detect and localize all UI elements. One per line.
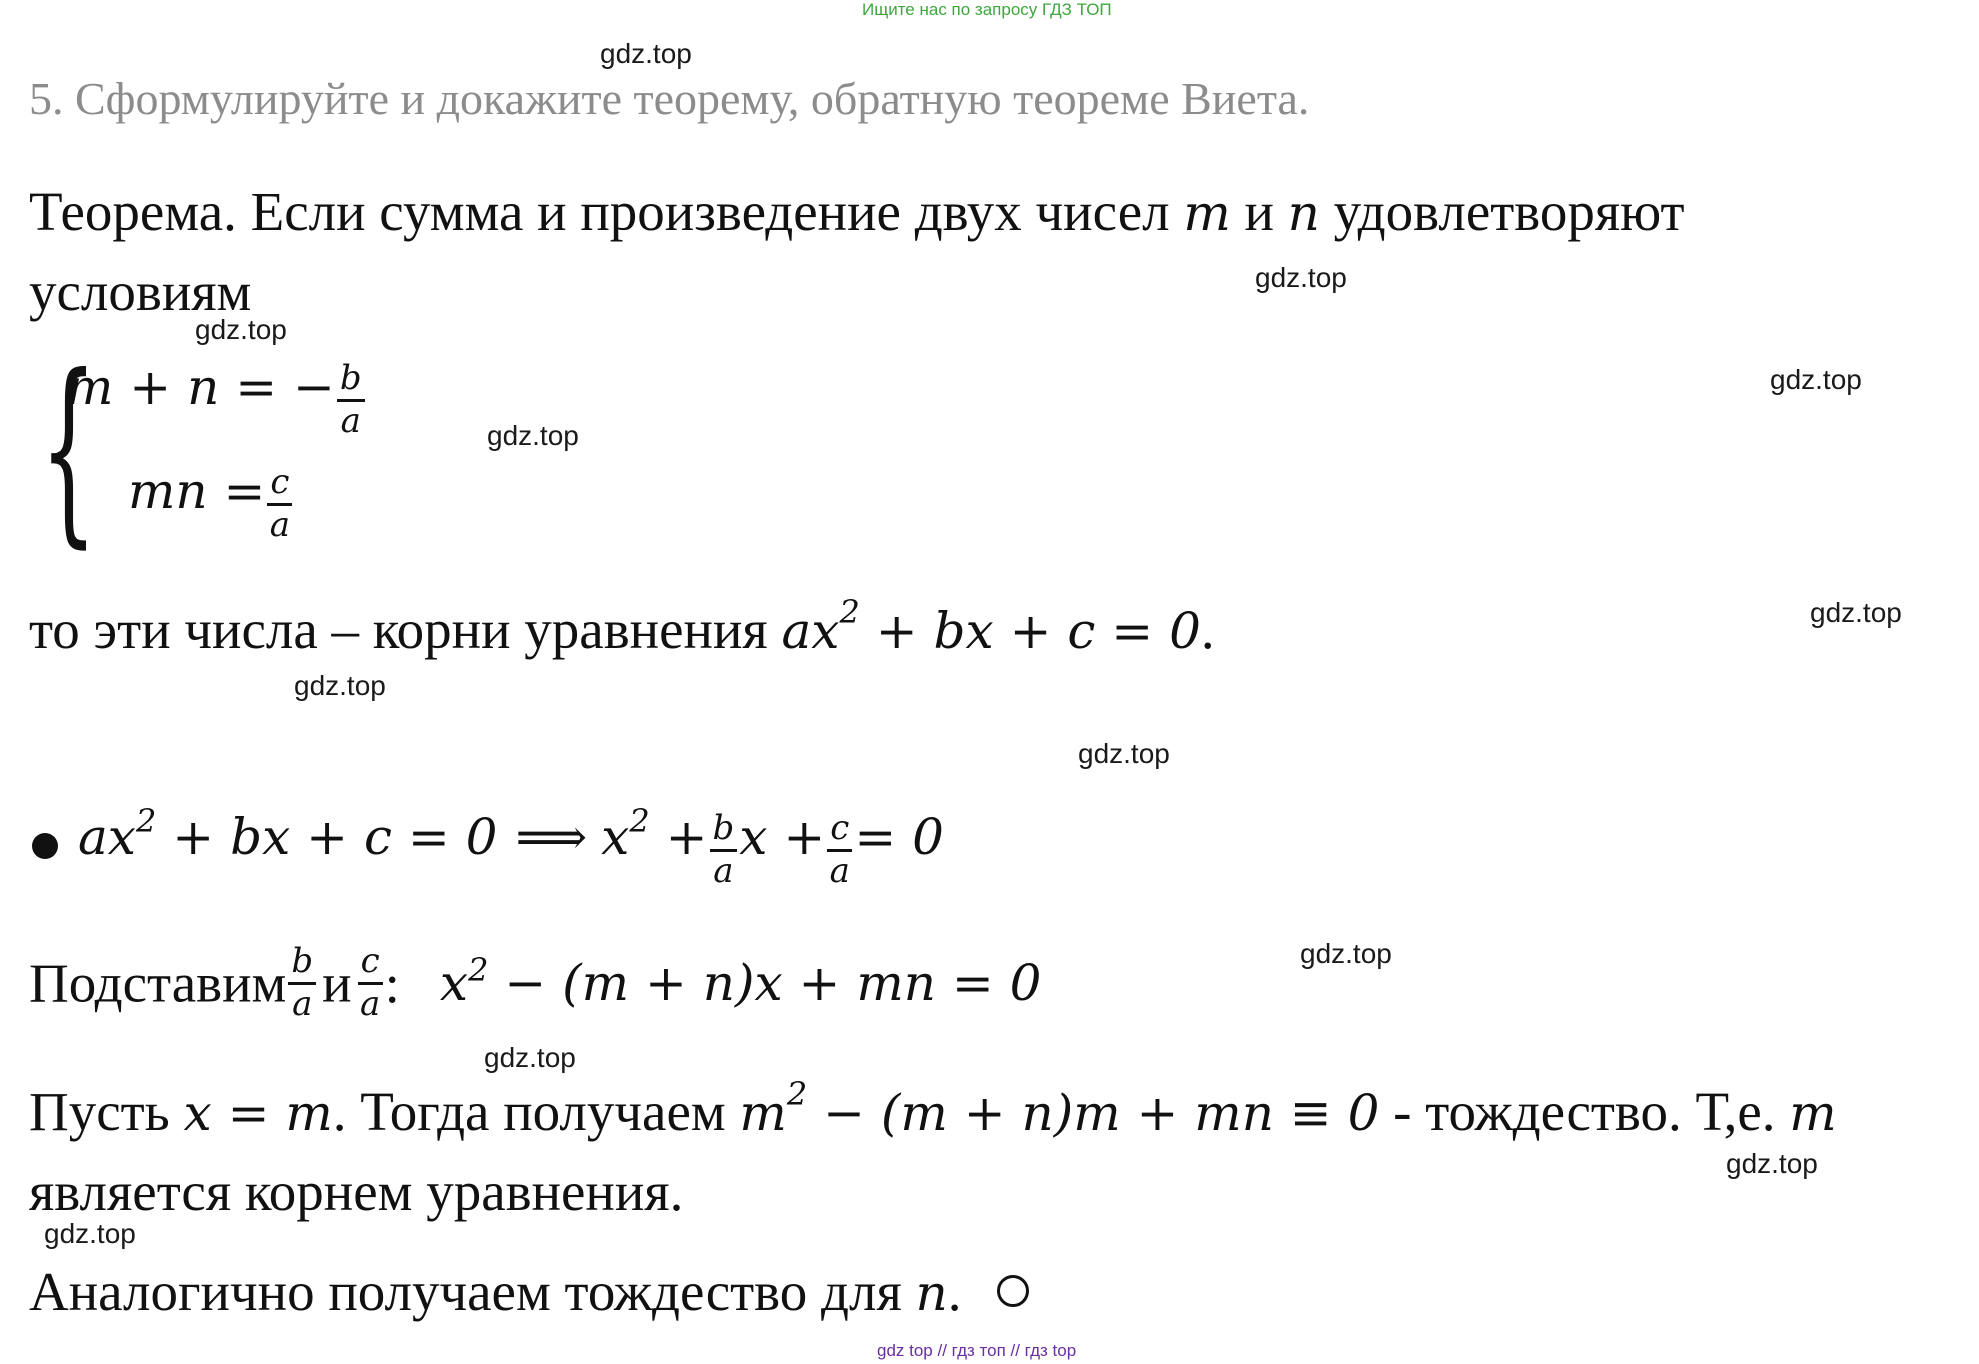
equation: $ax^2$ + bx + c = 0 — [781, 593, 1201, 660]
watermark: gdz.top — [487, 420, 579, 451]
system-brace: { — [40, 333, 98, 566]
var-m: m — [1183, 184, 1231, 242]
bullet-icon — [32, 833, 58, 859]
equation: $x^2 - (m + n)x$ + mn = 0 — [439, 951, 1042, 1013]
var-n: n — [1287, 184, 1320, 242]
end-circle-icon — [997, 1275, 1029, 1307]
conclusion-line: то эти числа – корни уравнения $ax^2$ + bx + c = 0. — [29, 593, 1215, 660]
watermark: gdz.top — [1810, 597, 1902, 628]
footer-note: gdz top // гдз топ // гдз top — [877, 1341, 1077, 1360]
and-word: и — [1244, 181, 1274, 242]
eq2-left: mn = — [128, 462, 266, 520]
watermark: gdz.top — [1300, 938, 1392, 969]
step-4: Аналогично получаем тождество для n. — [29, 1264, 1029, 1319]
step-1: $ax^2$ + bx + c = 0 ⟹ $x^2$ + $\frac{b}{a}$ x + $\frac{c}{a}$ = 0 — [32, 808, 944, 890]
watermark: gdz.top — [1255, 262, 1347, 293]
watermark: gdz.top — [294, 670, 386, 701]
watermark: gdz.top — [1770, 364, 1862, 395]
theorem-lead: Теорема. Если сумма и произведение двух чисел — [29, 181, 1170, 242]
theorem-tail: удовлетворяют — [1333, 181, 1685, 242]
eq1-left: m + n = − — [66, 358, 335, 416]
theorem-line-2: условиям — [29, 261, 252, 322]
fraction: $\frac{b}{a}$ — [710, 811, 738, 889]
fraction: $\frac{b}{a}$ — [337, 361, 365, 439]
implies-arrow: ⟹ — [515, 808, 588, 866]
step-3-line-1: Пусть x = m. Тогда получаем $m^2 - (m + n)m$ + mn ≡ 0 - тождество. Т,е. m — [29, 1075, 1837, 1142]
equation-lhs: $ax^2$ + bx + c = 0 — [78, 802, 498, 866]
step-3-line-2: является корнем уравнения. — [29, 1161, 684, 1222]
system-eq-1 — [66, 358, 367, 440]
watermark: gdz.top — [600, 38, 692, 69]
watermark: gdz.top — [484, 1042, 576, 1073]
fraction: $\frac{c}{a}$ — [267, 465, 292, 543]
fraction: $\frac{c}{a}$ — [358, 944, 383, 1022]
step-2: Подставим $\frac{b}{a}$ и $\frac{c}{a}$ : $x^2 - (m + n)x$ + mn = 0 — [29, 941, 1042, 1024]
search-hint: Ищите нас по запросу ГДЗ ТОП — [862, 0, 1112, 19]
step2-text: Подставим — [29, 952, 287, 1014]
system-eq-2 — [128, 462, 294, 544]
watermark: gdz.top — [44, 1218, 136, 1249]
watermark: gdz.top — [1078, 738, 1170, 769]
fraction: $\frac{c}{a}$ — [827, 811, 852, 889]
watermark: gdz.top — [195, 314, 287, 345]
task-heading: 5. Сформулируйте и докажите теорему, обратную теореме Виета. — [29, 73, 1310, 124]
theorem-line-1 — [29, 181, 1685, 242]
fraction: $\frac{b}{a}$ — [288, 944, 316, 1022]
conclusion-text: то эти числа – корни уравнения — [29, 599, 768, 660]
equation: $m^2 - (m + n)m$ + mn ≡ 0 — [739, 1075, 1380, 1142]
watermark: gdz.top — [1726, 1148, 1818, 1179]
